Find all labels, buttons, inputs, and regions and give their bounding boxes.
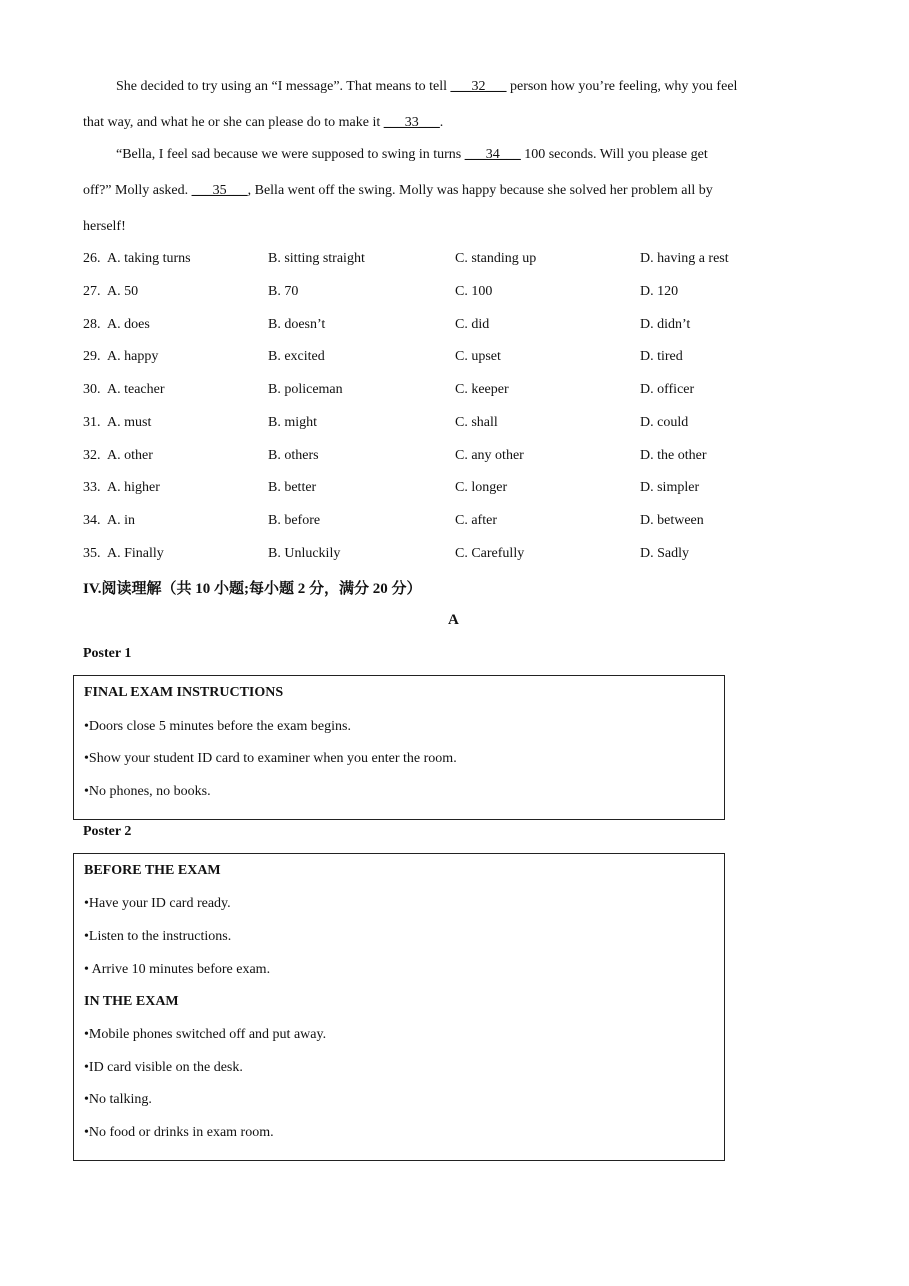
poster-1-label: Poster 1 (83, 646, 132, 661)
option-a: A. teacher (107, 382, 165, 397)
option-c: C. Carefully (455, 546, 525, 561)
poster-1-title: FINAL EXAM INSTRUCTIONS (84, 685, 284, 700)
question-number: 26. (83, 251, 101, 266)
option-row (0, 284, 909, 304)
blank-32: ___32___ (450, 79, 507, 94)
option-c: C. standing up (455, 251, 537, 266)
option-b: B. Unluckily (268, 546, 341, 561)
passage-line-2 (83, 115, 443, 131)
question-number: 32. (83, 448, 101, 463)
option-a: A. in (107, 513, 135, 528)
poster-2-label: Poster 2 (83, 824, 132, 839)
option-b: B. might (268, 415, 318, 430)
blank-35: ___35___ (191, 183, 248, 198)
poster-2-title-before: BEFORE THE EXAM (84, 863, 221, 878)
option-b: B. doesn’t (268, 317, 326, 332)
option-c: C. 100 (455, 284, 493, 299)
option-row (0, 382, 909, 402)
question-number: 33. (83, 480, 101, 495)
option-d: D. 120 (640, 284, 679, 299)
poster-2-item: •Listen to the instructions. (84, 929, 232, 944)
blank-34: ___34___ (464, 147, 521, 162)
option-b: B. better (268, 480, 317, 495)
question-number: 30. (83, 382, 101, 397)
passage-line-5: herself! (83, 219, 126, 234)
option-d: D. Sadly (640, 546, 689, 561)
option-b: B. others (268, 448, 319, 463)
poster-1-item: •No phones, no books. (84, 784, 211, 799)
option-d: D. simpler (640, 480, 700, 495)
poster-2-item: • Arrive 10 minutes before exam. (84, 962, 271, 977)
question-number: 28. (83, 317, 101, 332)
option-row (0, 513, 909, 533)
section-heading: IV.阅读理解（共 10 小题;每小题 2 分，满分 20 分） (83, 581, 422, 597)
option-row (0, 317, 909, 337)
option-a: A. taking turns (107, 251, 191, 266)
option-b: B. sitting straight (268, 251, 365, 266)
option-c: C. keeper (455, 382, 509, 397)
option-d: D. the other (640, 448, 707, 463)
option-a: A. must (107, 415, 152, 430)
option-b: B. excited (268, 349, 325, 364)
poster-2-item: •No talking. (84, 1092, 152, 1107)
option-c: C. any other (455, 448, 524, 463)
option-c: C. longer (455, 480, 508, 495)
option-d: D. officer (640, 382, 695, 397)
option-d: D. tired (640, 349, 683, 364)
option-c: C. did (455, 317, 490, 332)
passage-text: 100 seconds. Will you please get (520, 147, 708, 162)
passage-text: . (439, 115, 444, 130)
option-c: C. upset (455, 349, 501, 364)
question-number: 29. (83, 349, 101, 364)
option-b: B. 70 (268, 284, 299, 299)
option-row (0, 251, 909, 271)
passage-text: that way, and what he or she can please do to make it (83, 115, 384, 130)
option-a: A. happy (107, 349, 159, 364)
passage-text: person how you’re feeling, why you feel (506, 79, 738, 94)
passage-line-1 (116, 79, 737, 95)
option-d: D. didn’t (640, 317, 691, 332)
option-a: A. 50 (107, 284, 139, 299)
passage-line-4 (83, 183, 713, 199)
blank-33: ___33___ (383, 115, 440, 130)
option-c: C. after (455, 513, 497, 528)
option-a: A. does (107, 317, 150, 332)
passage-text: She decided to try using an “I message”. That means to tell (116, 79, 451, 94)
passage-text: “Bella, I feel sad because we were supposed to swing in turns (116, 147, 465, 162)
option-a: A. higher (107, 480, 160, 495)
option-b: B. policeman (268, 382, 343, 397)
option-row (0, 480, 909, 500)
poster-1-box (73, 675, 725, 820)
passage-text: off?” Molly asked. (83, 183, 192, 198)
passage-line-3 (116, 147, 708, 163)
option-row (0, 546, 909, 566)
option-d: D. between (640, 513, 704, 528)
poster-2-item: •No food or drinks in exam room. (84, 1125, 274, 1140)
question-number: 34. (83, 513, 101, 528)
option-row (0, 415, 909, 435)
option-d: D. having a rest (640, 251, 729, 266)
option-d: D. could (640, 415, 689, 430)
option-a: A. Finally (107, 546, 164, 561)
poster-1-item: •Show your student ID card to examiner when you enter the room. (84, 751, 457, 766)
poster-2-item: •Have your ID card ready. (84, 896, 231, 911)
poster-2-box (73, 853, 725, 1161)
poster-2-title-in: IN THE EXAM (84, 994, 179, 1009)
question-number: 27. (83, 284, 101, 299)
part-label: A (448, 612, 459, 628)
passage-text: , Bella went off the swing. Molly was happy because she solved her problem all by (247, 183, 713, 198)
option-c: C. shall (455, 415, 498, 430)
poster-2-item: •ID card visible on the desk. (84, 1060, 243, 1075)
option-a: A. other (107, 448, 153, 463)
poster-1-item: •Doors close 5 minutes before the exam begins. (84, 719, 351, 734)
question-number: 35. (83, 546, 101, 561)
option-row (0, 349, 909, 369)
question-number: 31. (83, 415, 101, 430)
option-row (0, 448, 909, 468)
poster-2-item: •Mobile phones switched off and put away. (84, 1027, 327, 1042)
option-b: B. before (268, 513, 321, 528)
